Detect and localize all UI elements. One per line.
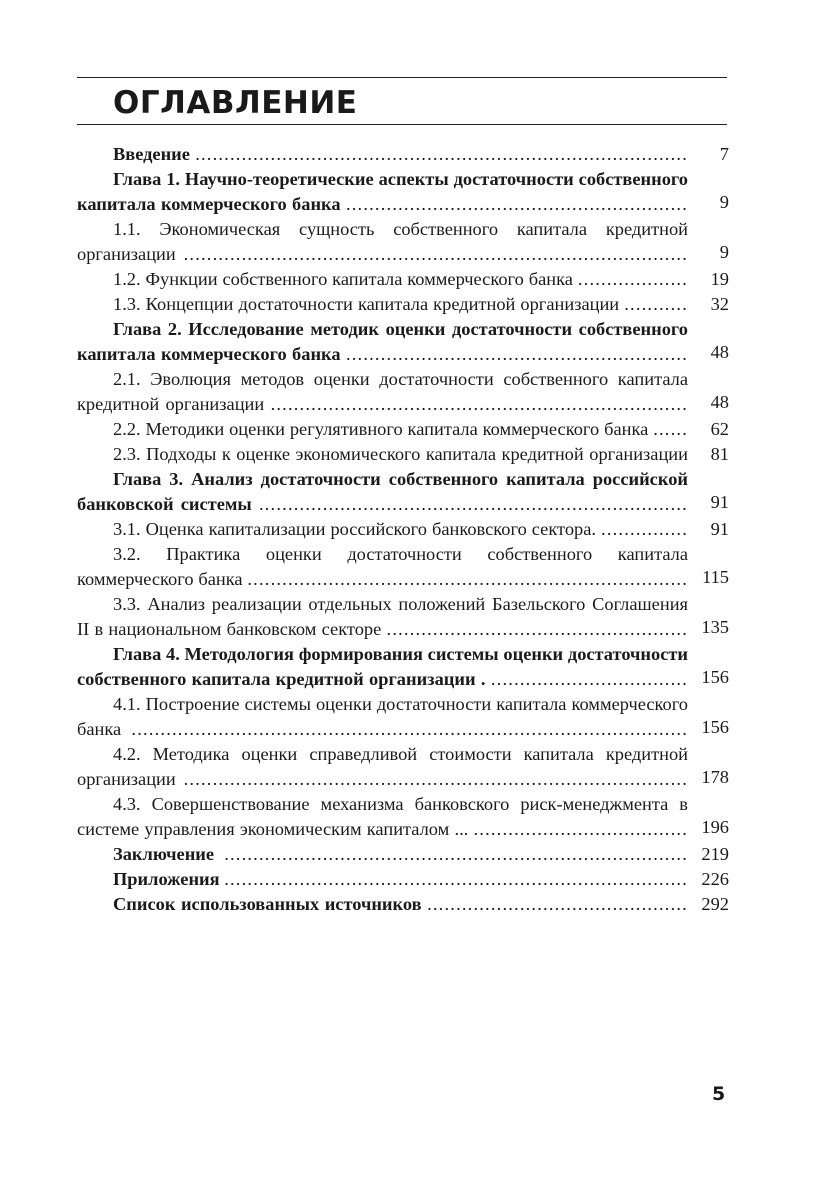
toc-entry-section-3-3[interactable] [77,592,739,642]
toc-entry-section-4-3[interactable] [77,792,739,842]
dot-leader: ........................................................................ [270,394,688,414]
top-rule [77,77,727,78]
toc-page-number: 292 [701,894,729,914]
toc-entry-section-4-2[interactable] [77,742,739,792]
toc-entry-section-3-2[interactable] [77,542,739,592]
toc-page-number: 9 [719,192,729,212]
dot-leader: ........................................................... [345,344,688,364]
toc-page-number: 91 [710,519,729,539]
toc-entry-title: Глава 4. Методология формирования системы оценки достаточности собственного капитала кредитной организации . [77,644,688,689]
toc-entry-title: 2.1. Эволюция методов оценки достаточности собственного капитала кредитной организации [77,369,688,414]
toc-entry-title: 3.3. Анализ реализации отдельных положений Базельского Соглашения II в национальном банковском секторе [77,594,688,639]
toc-entry-title: Приложения [113,869,220,889]
dot-leader: .......................................................................... [258,494,688,514]
toc-page-number: 62 [710,419,729,439]
dot-leader: ................................................................................ [224,844,688,864]
toc-page-number: 156 [701,667,729,687]
toc-page-number: 7 [719,144,729,164]
toc-entry-chapter-4[interactable] [77,642,739,692]
toc-page-number: 48 [710,342,729,362]
table-of-contents [77,142,739,917]
toc-page-number: 19 [710,269,729,289]
dot-leader: .................................................... [386,619,688,639]
toc-entry-title: Заключение [113,844,215,864]
toc-entry-title: 4.1. Построение системы оценки достаточности капитала коммерческого банка [77,694,688,739]
toc-entry-introduction[interactable] [77,142,739,167]
toc-entry-title: 1.3. Концепции достаточности капитала кредитной организации [113,294,620,314]
toc-entry-title: Глава 1. Научно-теоретические аспекты достаточности собственного капитала коммерческого банка [77,169,688,214]
toc-page-number: 81 [710,444,729,464]
dot-leader: ................................................................................ [224,869,689,889]
dot-leader: ..................................... [473,819,688,839]
toc-entry-references[interactable] [77,892,739,917]
dot-leader: ........................................................... [345,194,688,214]
toc-entry-chapter-1[interactable] [77,167,739,217]
toc-entry-title: 1.2. Функции собственного капитала коммерческого банка [113,269,573,289]
toc-page-number: 135 [701,617,729,637]
toc-entry-section-3-1[interactable] [77,517,739,542]
page-number: 5 [712,1083,726,1105]
toc-entry-section-1-2[interactable] [77,267,739,292]
dot-leader: ...... [653,419,688,439]
toc-page-number: 91 [710,492,729,512]
dot-leader: ........... [624,294,688,314]
toc-page-number: 156 [701,717,729,737]
toc-entry-title: 3.2. Практика оценки достаточности собственного капитала коммерческого банка [77,544,688,589]
toc-entry-title: 2.2. Методики оценки регулятивного капитала коммерческого банка [113,419,649,439]
toc-entry-appendices[interactable] [77,867,739,892]
dot-leader: .................................. [490,669,688,689]
toc-entry-title: Глава 3. Анализ достаточности собственного капитала российской банковской системы [77,469,688,514]
toc-page-number: 226 [701,869,729,889]
dot-leader: ....................................................................................... [183,244,688,264]
dot-leader: ............................................. [427,894,688,914]
toc-page-number: 9 [719,242,729,262]
toc-entry-title: Список использованных источников [113,894,422,914]
toc-entry-section-2-3[interactable] [77,442,739,467]
toc-page-number: 32 [710,294,729,314]
toc-page-number: 196 [701,817,729,837]
toc-entry-section-2-1[interactable] [77,367,739,417]
toc-entry-section-1-1[interactable] [77,217,739,267]
toc-entry-title: Введение [113,144,190,164]
toc-entry-title: 1.1. Экономическая сущность собственного капитала кредитной организации [77,219,688,264]
toc-entry-section-2-2[interactable] [77,417,739,442]
toc-page-number: 178 [701,767,729,787]
dot-leader: ................................................................................................ [131,719,688,739]
toc-page-number: 219 [701,844,729,864]
toc-page-number: 115 [702,567,729,587]
toc-entry-title: Глава 2. Исследование методик оценки достаточности собственного капитала коммерческого банка [77,319,688,364]
toc-entry-title: 3.1. Оценка капитализации российского банковского сектора. [113,519,596,539]
page-title: ОГЛАВЛЕНИЕ [113,85,358,121]
toc-entry-chapter-2[interactable] [77,317,739,367]
toc-entry-title: 2.3. Подходы к оценке экономического капитала кредитной организации [113,444,688,464]
toc-entry-chapter-3[interactable] [77,467,739,517]
dot-leader: ....................................................................................... [183,769,688,789]
dot-leader: ............................................................................ [247,569,688,589]
toc-entry-title: 4.3. Совершенствование механизма банковского риск-менеджмента в системе управления экономическим капиталом ... [77,794,688,839]
dot-leader: ................... [577,269,688,289]
dot-leader: ..................................................................................... [195,144,688,164]
title-underline [77,124,727,125]
toc-entry-conclusion[interactable] [77,842,739,867]
dot-leader: ............... [601,519,688,539]
toc-entry-title: 4.2. Методика оценки справедливой стоимости капитала кредитной организации [77,744,688,789]
toc-entry-section-1-3[interactable] [77,292,739,317]
toc-page-number: 48 [710,392,729,412]
toc-entry-section-4-1[interactable] [77,692,739,742]
